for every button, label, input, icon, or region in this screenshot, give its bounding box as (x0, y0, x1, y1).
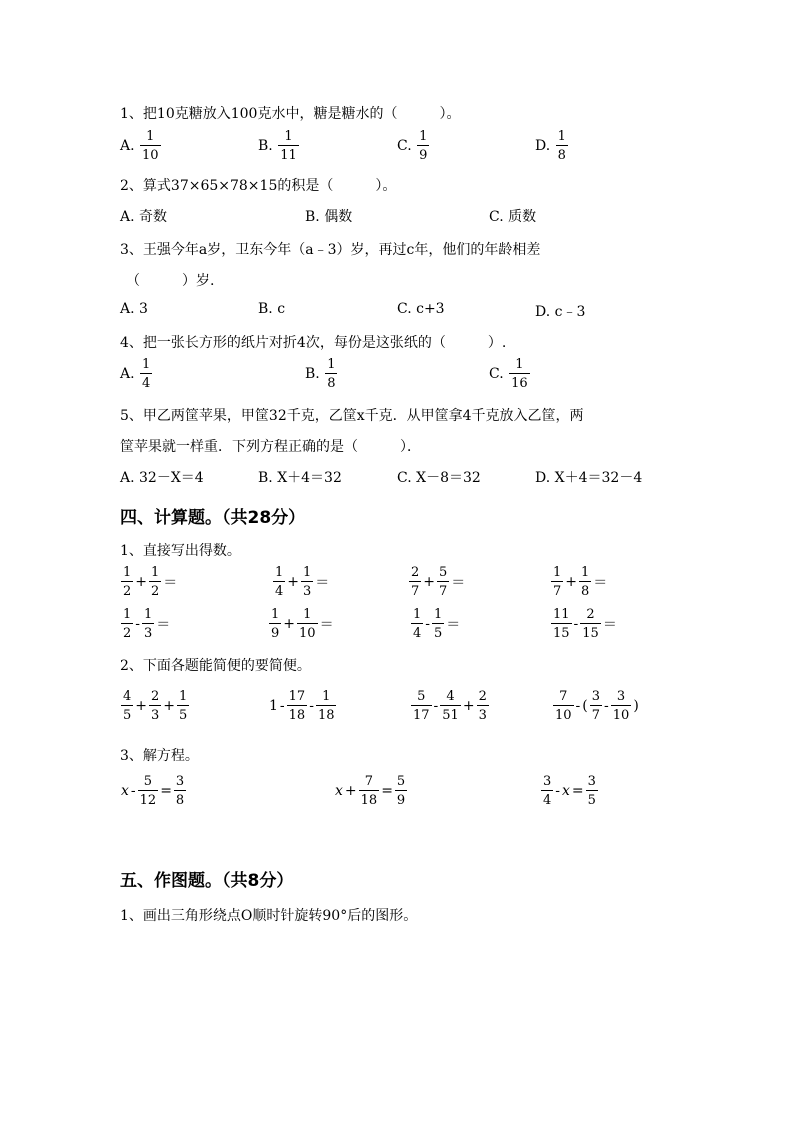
fraction (325, 358, 337, 390)
denominator: 2 (121, 623, 133, 640)
question-3-stem-cont: （ ）岁. (126, 273, 215, 289)
section-4-heading: 四、计算题。（共28分） (120, 508, 306, 528)
numerator: 4 (446, 689, 455, 704)
fraction (432, 608, 444, 640)
denominator: 4 (541, 790, 553, 807)
fraction (142, 608, 154, 640)
denominator: 17 (411, 705, 432, 722)
option-label: B. (305, 366, 320, 382)
denominator: 8 (174, 790, 186, 807)
math-operator: + (423, 574, 436, 590)
q4-option-b[interactable] (305, 358, 338, 390)
denominator: 51 (440, 705, 461, 722)
numerator: 5 (143, 774, 153, 789)
math-operator: - (433, 698, 439, 714)
q3-option-b[interactable]: B. c (258, 301, 286, 317)
fraction (177, 690, 189, 722)
math-operator: + (287, 574, 300, 590)
denominator: 18 (359, 790, 380, 807)
denominator: 3 (149, 705, 161, 722)
fraction (301, 566, 313, 598)
q1-option-a[interactable] (120, 130, 162, 162)
fraction (121, 690, 133, 722)
equation-3 (540, 775, 599, 807)
fraction (509, 358, 530, 390)
numerator: 1 (515, 357, 524, 372)
calc-1-4 (550, 566, 608, 598)
math-operator: 1 (269, 698, 278, 714)
q5-option-a[interactable]: A. 32－X＝4 (120, 470, 204, 486)
numerator: 1 (327, 357, 336, 372)
math-operator: - (130, 783, 136, 799)
q4-option-c[interactable] (489, 358, 531, 390)
fraction (121, 566, 133, 598)
fraction (440, 690, 461, 722)
section-5-sub-1: 1、画出三角形绕点O顺时针旋转90°后的图形。 (120, 908, 418, 924)
fraction (580, 608, 601, 640)
denominator: 8 (556, 145, 568, 162)
fraction (579, 566, 591, 598)
denominator: 11 (278, 145, 299, 162)
denominator: 9 (269, 623, 281, 640)
q3-option-a[interactable]: A. 3 (120, 301, 148, 317)
numerator: 2 (586, 607, 595, 622)
denominator: 7 (409, 581, 421, 598)
calc-1-7 (410, 608, 461, 640)
numerator: 1 (553, 565, 562, 580)
numerator: 1 (303, 565, 312, 580)
fraction (138, 775, 159, 807)
numerator: 5 (439, 565, 448, 580)
math-operator: + (135, 698, 148, 714)
denominator: 4 (411, 623, 423, 640)
equation-2 (334, 775, 408, 807)
math-operator: - (309, 698, 314, 714)
calc-2-2 (268, 690, 337, 722)
numerator: 1 (303, 607, 312, 622)
calc-1-8 (550, 608, 618, 640)
denominator: 4 (273, 581, 285, 598)
denominator: 10 (553, 705, 574, 722)
numerator: 5 (396, 774, 406, 789)
math-operator: - (135, 616, 141, 632)
numerator: 3 (175, 774, 185, 789)
denominator: 7 (437, 581, 449, 598)
math-operator: = (381, 783, 393, 799)
q5-option-d[interactable]: D. X＋4＝32－4 (535, 470, 643, 486)
numerator: 1 (419, 129, 428, 144)
math-operator: ) (633, 698, 639, 714)
option-label: D. (535, 138, 551, 154)
denominator: 10 (297, 623, 318, 640)
numerator: 1 (434, 607, 443, 622)
q2-option-c[interactable]: C. 质数 (489, 209, 537, 225)
section-4-sub-1: 1、直接写出得数。 (120, 543, 241, 559)
denominator: 5 (177, 705, 189, 722)
numerator: 2 (478, 689, 487, 704)
denominator: 8 (325, 373, 337, 390)
q3-option-d[interactable]: D. c﹣3 (535, 304, 586, 320)
option-label: A. (120, 138, 135, 154)
calc-1-5 (120, 608, 171, 640)
numerator: 1 (275, 565, 284, 580)
q2-option-b[interactable]: B. 偶数 (305, 209, 353, 225)
denominator: 7 (590, 705, 602, 722)
fraction (174, 775, 186, 807)
math-operator: = (571, 783, 584, 799)
fraction (586, 775, 598, 807)
section-4-sub-3: 3、解方程。 (120, 748, 199, 764)
numerator: 1 (151, 565, 160, 580)
math-operator: - (575, 698, 581, 714)
fraction (121, 608, 133, 640)
question-3-stem: 3、王强今年a岁，卫东今年（a﹣3）岁，再过c年，他们的年龄相差 (120, 242, 541, 258)
q4-option-a[interactable] (120, 358, 153, 390)
math-operator: - (279, 698, 285, 714)
numerator: 1 (581, 565, 590, 580)
fraction (556, 130, 568, 162)
numerator: 1 (284, 129, 293, 144)
denominator: 9 (395, 790, 407, 807)
denominator: 3 (301, 581, 313, 598)
math-operator: x (562, 783, 570, 799)
numerator: 1 (123, 565, 132, 580)
numerator: 2 (411, 565, 420, 580)
calc-2-4 (552, 690, 640, 722)
fraction (140, 358, 152, 390)
q3-option-c[interactable]: C. c+3 (397, 301, 445, 317)
numerator: 11 (553, 607, 570, 622)
denominator: 2 (149, 581, 161, 598)
calc-1-2 (272, 566, 330, 598)
question-2-stem: 2、算式37×65×78×15的积是（ ）。 (120, 178, 397, 194)
numerator: 17 (288, 689, 306, 704)
fraction (140, 130, 161, 162)
calc-1-6 (268, 608, 335, 640)
fraction (541, 775, 553, 807)
math-operator: x (335, 783, 343, 799)
math-operator: + (283, 616, 296, 632)
numerator: 7 (364, 774, 374, 789)
numerator: 1 (142, 357, 151, 372)
fraction (395, 775, 407, 807)
fraction (316, 690, 337, 722)
numerator: 1 (271, 607, 280, 622)
section-5-heading: 五、作图题。（共8分） (120, 871, 294, 891)
fraction (149, 566, 161, 598)
denominator: 5 (432, 623, 444, 640)
denominator: 10 (611, 705, 632, 722)
numerator: 7 (559, 689, 568, 704)
calc-2-1 (120, 690, 190, 722)
numerator: 3 (616, 689, 626, 704)
denominator: 3 (142, 623, 154, 640)
math-operator: + (163, 698, 176, 714)
denominator: 2 (121, 581, 133, 598)
numerator: 1 (123, 607, 132, 622)
calc-1-1 (120, 566, 178, 598)
math-operator: - (555, 783, 561, 799)
fraction (551, 608, 572, 640)
denominator: 8 (579, 581, 591, 598)
numerator: 3 (543, 774, 552, 789)
numerator: 1 (144, 607, 153, 622)
math-operator: ＝ (451, 575, 466, 591)
q5-option-c[interactable]: C. X－8＝32 (397, 470, 481, 486)
q5-option-b[interactable]: B. X＋4＝32 (258, 470, 342, 486)
denominator: 15 (580, 623, 601, 640)
denominator: 9 (417, 145, 429, 162)
denominator: 5 (586, 790, 598, 807)
option-label: A. (120, 366, 135, 382)
fraction (269, 608, 281, 640)
math-operator: + (344, 783, 357, 799)
fraction (551, 566, 563, 598)
fraction (273, 566, 285, 598)
math-operator: + (135, 574, 148, 590)
numerator: 1 (179, 689, 188, 704)
denominator: 12 (138, 790, 159, 807)
math-operator: ( (582, 698, 588, 714)
fraction (359, 775, 380, 807)
option-label: B. (258, 138, 273, 154)
numerator: 4 (123, 689, 132, 704)
denominator: 3 (477, 705, 489, 722)
numerator: 1 (322, 689, 331, 704)
calc-1-3 (408, 566, 466, 598)
calc-2-3 (410, 690, 490, 722)
math-operator: - (425, 616, 431, 632)
q2-option-a[interactable]: A. 奇数 (120, 209, 168, 225)
numerator: 5 (417, 689, 426, 704)
question-5-stem-cont: 筐苹果就一样重．下列方程正确的是（ ）． (120, 439, 421, 455)
denominator: 10 (140, 145, 161, 162)
fraction (553, 690, 574, 722)
math-operator: ＝ (593, 575, 608, 591)
q1-option-b[interactable] (258, 130, 300, 162)
numerator: 3 (591, 689, 601, 704)
numerator: 2 (151, 689, 160, 704)
denominator: 15 (551, 623, 572, 640)
math-operator: + (462, 698, 475, 714)
fraction (417, 130, 429, 162)
numerator: 1 (413, 607, 422, 622)
denominator: 16 (509, 373, 530, 390)
section-4-sub-2: 2、下面各题能简便的要简便。 (120, 658, 311, 674)
math-operator: ＝ (602, 617, 617, 633)
fraction (409, 566, 421, 598)
fraction (287, 690, 308, 722)
fraction (278, 130, 299, 162)
fraction (411, 690, 432, 722)
math-operator: ＝ (319, 617, 334, 633)
numerator: 1 (557, 129, 566, 144)
fraction (149, 690, 161, 722)
fraction (477, 690, 489, 722)
q1-option-c[interactable] (397, 130, 430, 162)
option-label: C. (489, 366, 504, 382)
denominator: 18 (287, 705, 308, 722)
question-1-stem: 1、把10克糖放入100克水中，糖是糖水的（ ）。 (120, 106, 461, 122)
math-operator: + (565, 574, 578, 590)
fraction (611, 690, 632, 722)
math-operator: x (121, 783, 129, 799)
denominator: 7 (551, 581, 563, 598)
option-label: C. (397, 138, 412, 154)
denominator: 4 (140, 373, 152, 390)
numerator: 1 (146, 129, 155, 144)
equation-1 (120, 775, 187, 807)
math-operator: - (573, 616, 579, 632)
denominator: 18 (316, 705, 337, 722)
fraction (411, 608, 423, 640)
math-operator: = (160, 783, 172, 799)
numerator: 3 (587, 774, 596, 789)
fraction (437, 566, 449, 598)
math-operator: ＝ (315, 575, 330, 591)
math-operator: ＝ (446, 617, 461, 633)
fraction (297, 608, 318, 640)
question-5-stem: 5、甲乙两筐苹果，甲筐32千克，乙筐x千克．从甲筐拿4千克放入乙筐，两 (120, 408, 584, 424)
question-4-stem: 4、把一张长方形的纸片对折4次，每份是这张纸的（ ）. (120, 335, 507, 351)
fraction (590, 690, 602, 722)
math-operator: ＝ (156, 617, 171, 633)
math-operator: ＝ (163, 575, 178, 591)
math-operator: - (604, 698, 609, 714)
q1-option-d[interactable] (535, 130, 569, 162)
denominator: 5 (121, 705, 133, 722)
